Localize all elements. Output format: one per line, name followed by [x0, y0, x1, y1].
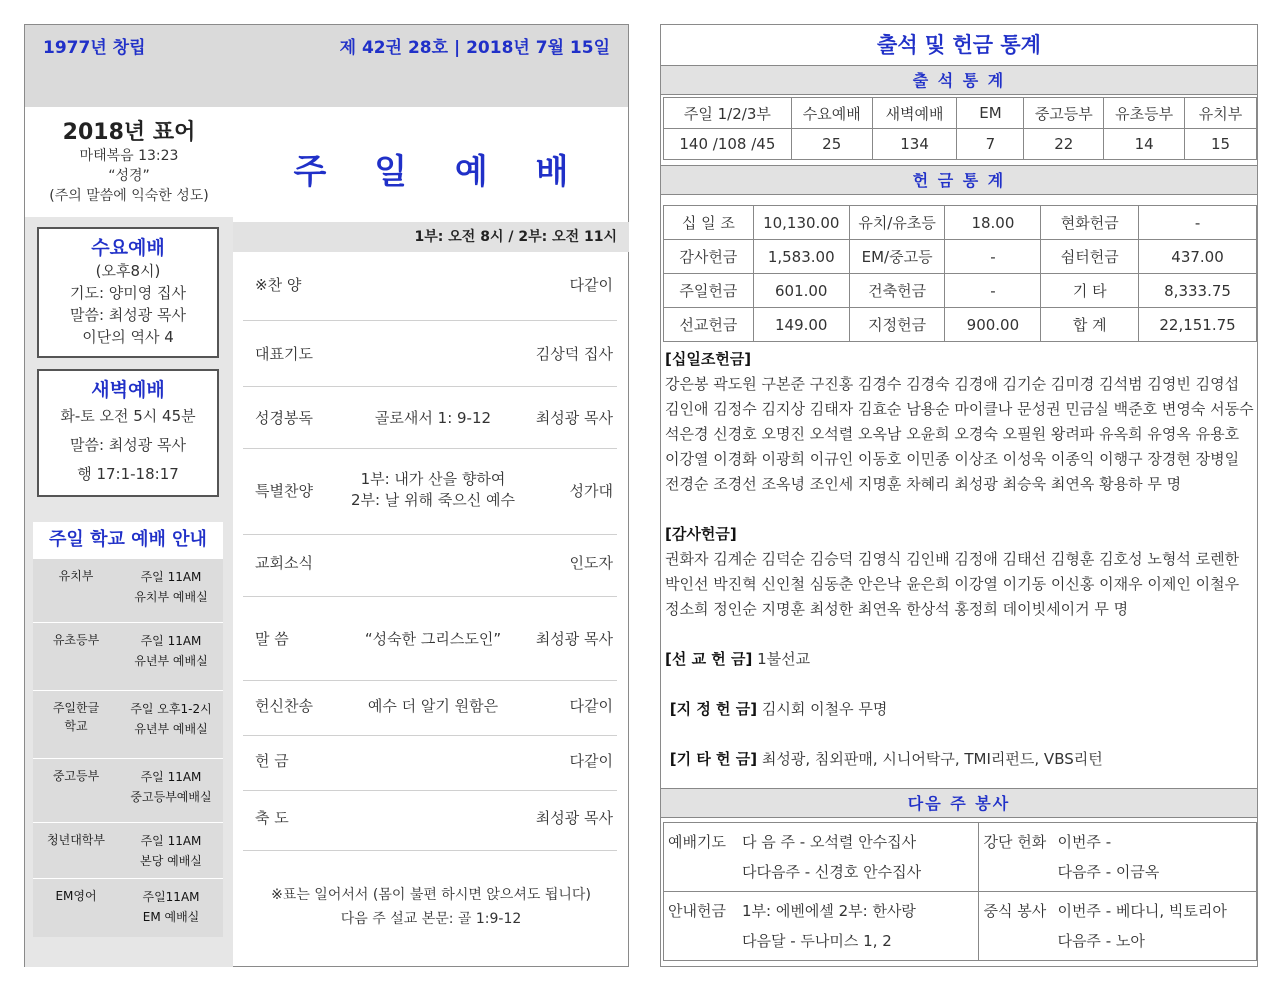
- attendance-value-row: [664, 129, 1257, 160]
- attendance-col: 유치부: [1185, 98, 1257, 129]
- offering-label: 감사헌금: [664, 240, 754, 274]
- sidebar: [25, 107, 233, 967]
- offering-amount: 10,130.00: [753, 206, 849, 240]
- volunteer-cell: [979, 823, 1257, 892]
- order-item: 헌신찬송: [255, 697, 313, 715]
- school-name: 청년대학부: [47, 833, 105, 847]
- next-sermon-text: 다음 주 설교 본문: 골 1:9-12: [340, 911, 522, 927]
- offering-label: 현화헌금: [1041, 206, 1139, 240]
- school-room: 본당 예배실: [140, 854, 202, 868]
- offering-amount: -: [945, 274, 1041, 308]
- attendance-col: 새벽예배: [872, 98, 957, 129]
- offering-row: [664, 206, 1257, 240]
- volunteer-value: 다음달 - 두나미스 1, 2: [742, 932, 892, 950]
- offering-table: [663, 205, 1257, 342]
- order-item: 특별찬양: [255, 482, 313, 500]
- order-leader: 인도자: [569, 554, 613, 572]
- school-time: 주일 11AM: [140, 770, 202, 784]
- order-item: ※찬 양: [255, 276, 302, 294]
- order-content: 골로새서 1: 9-12: [374, 409, 492, 427]
- volunteer-value: 다다음주 - 신경호 안수집사: [742, 863, 922, 881]
- tithe-label: [십일조헌금]: [665, 350, 752, 368]
- dawn-title: 새벽예배: [91, 379, 165, 401]
- offering-label: 선교헌금: [664, 308, 754, 342]
- order-leader: 다같이: [569, 697, 613, 715]
- attendance-value: 14: [1104, 129, 1185, 160]
- volunteer-value: 1부: 에벤에셀 2부: 한사랑: [742, 902, 916, 920]
- order-content-2: 2부: 날 위해 죽으신 예수: [350, 491, 516, 509]
- worship-title: 주 일 예 배: [293, 152, 587, 192]
- offering-amount: 601.00: [753, 274, 849, 308]
- offering-row: [664, 240, 1257, 274]
- order-content: 예수 더 알기 원함은: [367, 697, 499, 715]
- school-time: 주일 오후1-2시: [130, 702, 212, 716]
- offering-amount: 437.00: [1139, 240, 1257, 274]
- yearly-motto: [25, 107, 233, 217]
- volunteer-cell: [664, 823, 979, 892]
- dawn-service-box: [37, 369, 219, 497]
- school-time: 주일 11AM: [140, 570, 202, 584]
- volunteer-table: [663, 822, 1257, 961]
- order-item: 대표기도: [255, 345, 313, 363]
- offering-label: 유치/유초등: [849, 206, 945, 240]
- wednesday-title: 수요예배: [91, 237, 165, 259]
- attendance-table: [663, 97, 1257, 160]
- standing-note: ※표는 일어서서 (몸이 불편 하시면 앉으셔도 됩니다): [271, 887, 591, 903]
- attendance-col: 중고등부: [1024, 98, 1104, 129]
- order-leader: 성가대: [569, 482, 613, 500]
- order-row: [243, 535, 617, 597]
- attendance-col: 주일 1/2/3부: [664, 98, 792, 129]
- wednesday-topic: 이단의 역사 4: [82, 328, 174, 346]
- school-name: EM영어: [55, 889, 97, 903]
- order-row: [243, 597, 617, 681]
- attendance-value: 22: [1024, 129, 1104, 160]
- attendance-col: 수요예배: [791, 98, 872, 129]
- school-room: EM 예배실: [142, 910, 200, 924]
- school-room: 유치부 예배실: [134, 590, 208, 604]
- order-row: [243, 736, 617, 791]
- thanks-names: 권화자 김계순 김덕순 김승덕 김영식 김인배 김정애 김태선 김형훈 김호성 노형석 로렌한 박인선 박진혁 신인철 심동춘 안은낙 윤은희 이강열 이기동 이신홍 이재우 이제인 이철우 정소희 정인순 지명훈 최성한 최연옥 한상석 홍정희 데이빗세이거 무 명: [665, 550, 1240, 618]
- offering-amount: 22,151.75: [1139, 308, 1257, 342]
- order-item: 헌 금: [255, 752, 289, 770]
- order-item: 교회소식: [255, 554, 313, 572]
- offering-label: 지정헌금: [849, 308, 945, 342]
- motto-desc: (주의 말씀에 익숙한 성도): [49, 188, 209, 204]
- order-leader: 다같이: [569, 752, 613, 770]
- offering-amount: 900.00: [945, 308, 1041, 342]
- school-time: 주일11AM: [142, 890, 200, 904]
- volunteer-row: [664, 823, 1257, 892]
- other-label: [기 타 헌 금]: [669, 750, 758, 768]
- designated-label: [지 정 헌 금]: [669, 700, 758, 718]
- volunteer-value: 이번주 - 베다니, 빅토리아: [1057, 902, 1227, 920]
- motto-quote: “성경”: [108, 168, 150, 184]
- donor-list: [665, 347, 1255, 772]
- offering-row: [664, 274, 1257, 308]
- attendance-value: 134: [872, 129, 957, 160]
- offering-label: 쉼터헌금: [1041, 240, 1139, 274]
- school-name: 유초등부: [52, 633, 100, 647]
- stats-title: 출석 및 헌금 통계: [877, 33, 1041, 57]
- order-row: [243, 681, 617, 736]
- volunteer-cell: [664, 892, 979, 961]
- offering-amount: 1,583.00: [753, 240, 849, 274]
- school-row: [33, 758, 223, 818]
- wednesday-service-box: [37, 227, 219, 358]
- service-times: 1부: 오전 8시 / 2부: 오전 11시: [233, 222, 629, 252]
- volunteer-row: [664, 892, 1257, 961]
- order-row: [243, 252, 617, 321]
- volunteer-cell: [979, 892, 1257, 961]
- motto-title: 2018년 표어: [62, 120, 196, 145]
- offering-label: 주일헌금: [664, 274, 754, 308]
- dawn-text: 행 17:1-18:17: [77, 465, 179, 483]
- other-names: 최성광, 침외판매, 시니어탁구, TMI리펀드, VBS리턴: [761, 750, 1103, 768]
- order-item: 성경봉독: [255, 409, 313, 427]
- order-row: [243, 791, 617, 851]
- offering-label: EM/중고등: [849, 240, 945, 274]
- worship-footer: [233, 883, 629, 931]
- volunteer-value: 이번주 -: [1057, 833, 1112, 851]
- attendance-value: 140 /108 /45: [664, 129, 792, 160]
- offering-label: 십 일 조: [664, 206, 754, 240]
- mission-label: [선 교 헌 금]: [665, 650, 753, 668]
- order-leader: 다같이: [569, 276, 613, 294]
- order-row: [243, 449, 617, 535]
- order-leader: 최성광 목사: [535, 630, 613, 648]
- offering-label: 건축헌금: [849, 274, 945, 308]
- school-name-line2: 학교: [64, 719, 88, 733]
- volunteer-value: 다음주 - 노아: [1057, 932, 1145, 950]
- offering-amount: -: [1139, 206, 1257, 240]
- school-name: 주일한글: [52, 701, 100, 715]
- volunteer-value: 다 음 주 - 오석렬 안수집사: [742, 833, 917, 851]
- offering-label: 기 타: [1041, 274, 1139, 308]
- order-content: 1부: 내가 산을 향하여: [360, 470, 506, 488]
- school-room: 유년부 예배실: [134, 722, 208, 736]
- tithe-names: 강은봉 곽도원 구본준 구진홍 김경수 김경숙 김경애 김기순 김미경 김석범 김영빈 김영섭 김인애 김정수 김지상 김태자 김효순 남용순 마이클나 문성권 민금실 백준호 변영숙 서동수 석은경 신경호 오명진 오석렬 오옥남 오윤희 오경숙 오필원 왕려파 유옥희 유영옥 유용호 이강열 이경화 이광희 이규인 이동호 이민종 이상조 이성욱 이종익 이행구 장경현 장병일 전경순 조경선 조옥녕 조인세 지명훈 차혜리 최성광 최승욱 최연옥 황용하 무 명: [665, 375, 1254, 493]
- offering-amount: -: [945, 240, 1041, 274]
- order-item: 말 씀: [255, 630, 289, 648]
- volunteer-label: 강단 헌화: [983, 833, 1047, 851]
- school-room: 유년부 예배실: [134, 654, 208, 668]
- worship-order-panel: [233, 107, 629, 967]
- order-item: 축 도: [255, 809, 289, 827]
- thanks-label: [감사헌금]: [665, 525, 737, 543]
- sunday-school-title: 주일 학교 예배 안내: [33, 522, 223, 558]
- attendance-value: 15: [1185, 129, 1257, 160]
- offering-amount: 18.00: [945, 206, 1041, 240]
- school-time: 주일 11AM: [140, 834, 202, 848]
- offering-amount: 8,333.75: [1139, 274, 1257, 308]
- school-row: [33, 878, 223, 938]
- issue-date: 제 42권 28호 | 2018년 7월 15일: [339, 38, 610, 58]
- order-row: [243, 387, 617, 449]
- wednesday-sermon: 말씀: 최성광 목사: [69, 306, 187, 324]
- offering-amount: 149.00: [753, 308, 849, 342]
- attendance-header-row: [664, 98, 1257, 129]
- volunteer-label: 안내헌금: [668, 902, 726, 920]
- school-row: [33, 822, 223, 882]
- attendance-heading: 출 석 통 계: [661, 65, 1257, 95]
- bulletin-front-page: [24, 24, 629, 967]
- bulletin-header: [25, 25, 628, 107]
- school-room: 중고등부예배실: [130, 790, 212, 804]
- sunday-school-guide: [33, 522, 223, 937]
- attendance-value: 25: [791, 129, 872, 160]
- attendance-value: 7: [957, 129, 1024, 160]
- volunteer-heading: 다음 주 봉사: [661, 788, 1257, 818]
- designated-names: 김시회 이철우 무명: [761, 700, 888, 718]
- school-time: 주일 11AM: [140, 634, 202, 648]
- order-content: “성숙한 그리스도인”: [364, 630, 502, 648]
- wednesday-prayer: 기도: 양미영 집사: [69, 284, 187, 302]
- mission-names: 1불선교: [757, 650, 811, 668]
- school-row: [33, 690, 223, 750]
- order-leader: 최성광 목사: [535, 809, 613, 827]
- dawn-time: 화-토 오전 5시 45분: [60, 407, 196, 425]
- volunteer-label: 예배기도: [668, 833, 726, 851]
- volunteer-value: 다음주 - 이금옥: [1057, 863, 1160, 881]
- order-row: [243, 321, 617, 387]
- motto-verse: 마태복음 13:23: [79, 148, 179, 164]
- attendance-col: EM: [957, 98, 1024, 129]
- offering-row: [664, 308, 1257, 342]
- school-name: 유치부: [58, 569, 94, 583]
- offering-label: 합 계: [1041, 308, 1139, 342]
- dawn-sermon: 말씀: 최성광 목사: [69, 436, 187, 454]
- founded-label: 1977년 창립: [43, 38, 146, 58]
- order-leader: 최성광 목사: [535, 409, 613, 427]
- volunteer-label: 중식 봉사: [983, 902, 1047, 920]
- bulletin-stats-page: [660, 24, 1258, 967]
- attendance-col: 유초등부: [1104, 98, 1185, 129]
- school-name: 중고등부: [52, 769, 100, 783]
- school-row: [33, 622, 223, 682]
- offering-heading: 헌 금 통 계: [661, 165, 1257, 195]
- order-leader: 김상덕 집사: [535, 345, 613, 363]
- school-row: [33, 558, 223, 618]
- wednesday-time: (오후8시): [95, 262, 161, 280]
